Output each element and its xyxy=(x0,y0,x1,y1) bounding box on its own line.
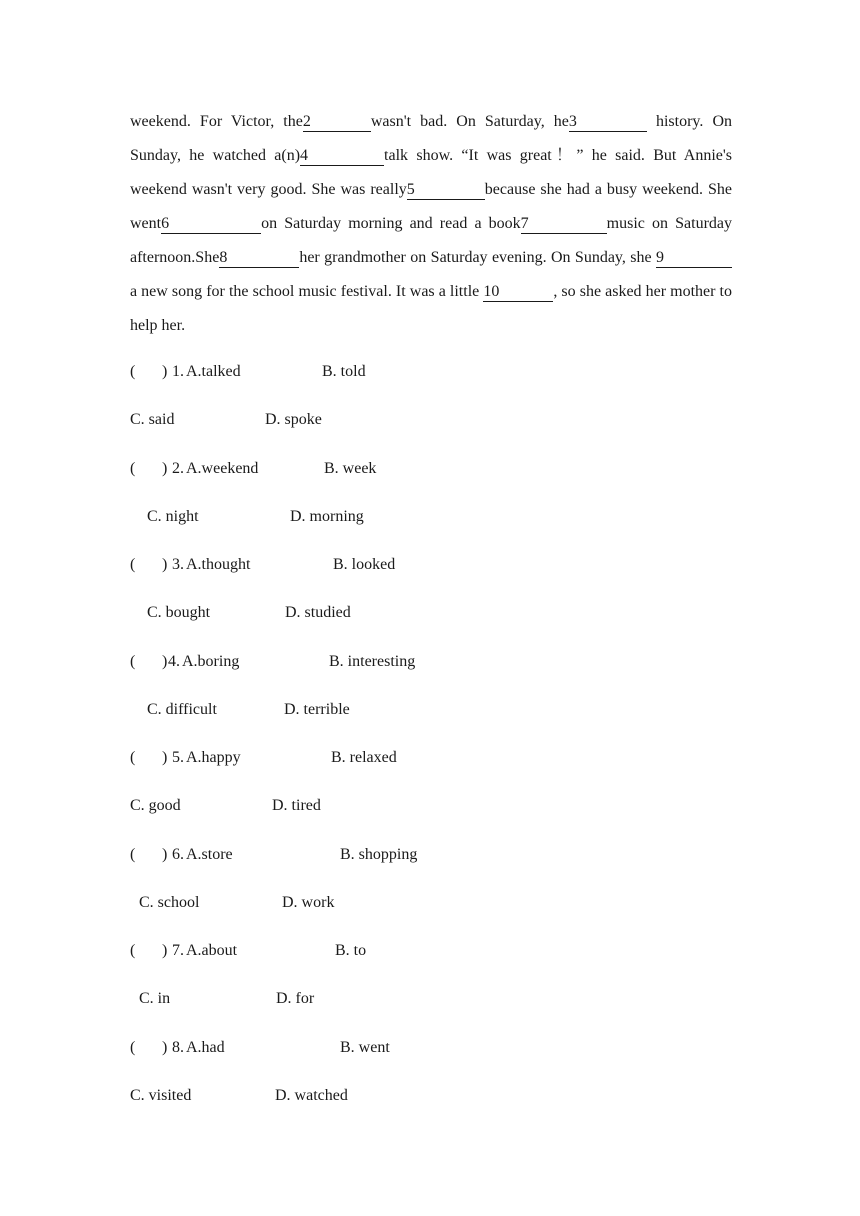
option-d: D. for xyxy=(276,990,315,1007)
question-number: 6. xyxy=(172,846,184,863)
option-a: A.weekend xyxy=(186,460,259,477)
option-b: B. went xyxy=(340,1039,390,1056)
document-page xyxy=(130,105,732,343)
option-a: A.talked xyxy=(186,363,241,380)
option-a: A.about xyxy=(186,942,238,959)
option-b: B. shopping xyxy=(340,846,418,863)
question-number: 8. xyxy=(172,1039,184,1056)
option-b: B. to xyxy=(335,942,367,959)
answer-paren-open: ( xyxy=(130,556,136,573)
blank-6: 6 xyxy=(161,216,261,234)
answer-paren-open: ( xyxy=(130,363,136,380)
option-b: B. looked xyxy=(333,556,396,573)
option-a: A.happy xyxy=(186,749,241,766)
answer-paren-close: ) xyxy=(162,363,168,380)
passage-text: wasn't bad. On Saturday, he xyxy=(370,113,569,130)
option-b: B. week xyxy=(324,460,377,477)
answer-paren-open: ( xyxy=(130,1039,136,1056)
option-c: C. good xyxy=(130,797,181,814)
option-d: D. terrible xyxy=(284,701,350,718)
answer-paren-close: ) xyxy=(162,942,168,959)
answer-paren-open: ( xyxy=(130,846,136,863)
option-a: A.boring xyxy=(182,653,240,670)
passage-text: a new song for the school music festival. It was a little xyxy=(130,283,484,300)
answer-paren-close: ) xyxy=(162,556,168,573)
option-a: A.store xyxy=(186,846,233,863)
answer-paren-open: ( xyxy=(130,942,136,959)
passage-text: talk show. “It was great！” he said. But Annie's weekend wasn't very good. She was really xyxy=(130,147,732,198)
answer-paren-close: ) xyxy=(162,749,168,766)
option-c: C. said xyxy=(130,411,175,428)
option-d: D. spoke xyxy=(265,411,322,428)
blank-10: 10 xyxy=(483,284,553,302)
question-number: 5. xyxy=(172,749,184,766)
answer-paren-open: ( xyxy=(130,749,136,766)
question-number: 3. xyxy=(172,556,184,573)
option-b: B. told xyxy=(322,363,366,380)
question-number: 4. xyxy=(168,653,180,670)
option-d: D. watched xyxy=(275,1087,348,1104)
passage-text: history. On Sunday, he watched a(n) xyxy=(130,113,732,164)
question-number: 2. xyxy=(172,460,184,477)
answer-paren-open: ( xyxy=(130,653,136,670)
option-d: D. tired xyxy=(272,797,321,814)
answer-paren-close: ) xyxy=(162,460,168,477)
blank-9: 9 xyxy=(656,250,732,268)
blank-5: 5 xyxy=(407,182,485,200)
option-c: C. night xyxy=(147,508,199,525)
option-c: C. school xyxy=(139,894,200,911)
passage-text: on Saturday morning and read a book xyxy=(261,215,521,232)
blank-3: 3 xyxy=(569,114,647,132)
blank-2: 2 xyxy=(303,114,371,132)
passage-text: because she had a busy weekend. She went xyxy=(130,181,733,232)
blank-7: 7 xyxy=(521,216,607,234)
cloze-passage xyxy=(130,105,732,343)
option-d: D. morning xyxy=(290,508,364,525)
answer-paren-close: ) xyxy=(162,1039,168,1056)
answer-paren-close: ) xyxy=(162,846,168,863)
option-a: A.had xyxy=(186,1039,225,1056)
passage-text: , so she asked her mother to help her. xyxy=(130,283,732,334)
option-b: B. relaxed xyxy=(331,749,397,766)
question-number: 7. xyxy=(172,942,184,959)
option-b: B. interesting xyxy=(329,653,416,670)
option-c: C. in xyxy=(139,990,171,1007)
passage-text: music on Saturday afternoon.She xyxy=(130,215,733,266)
blank-8: 8 xyxy=(219,250,299,268)
option-c: C. difficult xyxy=(147,701,217,718)
option-d: D. studied xyxy=(285,604,351,621)
option-d: D. work xyxy=(282,894,335,911)
answer-paren-close: ) xyxy=(162,653,168,670)
answer-paren-open: ( xyxy=(130,460,136,477)
option-c: C. bought xyxy=(147,604,211,621)
passage-text: her grandmother on Saturday evening. On Sunday, she xyxy=(299,249,656,266)
passage-text: weekend. For Victor, the xyxy=(130,113,303,130)
option-c: C. visited xyxy=(130,1087,192,1104)
option-a: A.thought xyxy=(186,556,251,573)
blank-4: 4 xyxy=(300,148,384,166)
question-number: 1. xyxy=(172,363,184,380)
